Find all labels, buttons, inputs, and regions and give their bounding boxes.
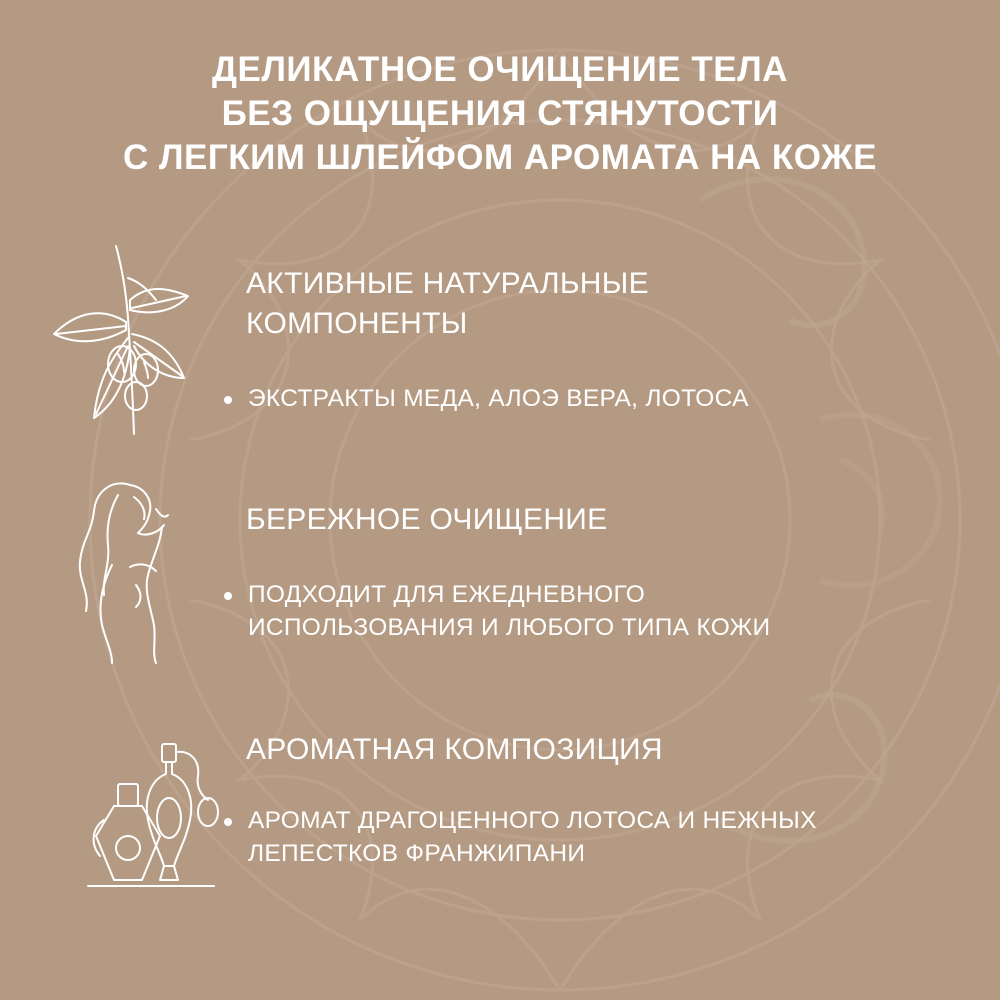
feature-bullet-line: ЭКСТРАКТЫ МЕДА, АЛОЭ ВЕРА, ЛОТОСА: [248, 385, 749, 412]
feature-bullet-line: ИСПОЛЬЗОВАНИЯ И ЛЮБОГО ТИПА КОЖИ: [248, 614, 771, 641]
plant-branch-icon: [48, 238, 208, 438]
bullet-dot: [224, 396, 232, 404]
headline-line: БЕЗ ОЩУЩЕНИЯ СТЯНУТОСТИ: [221, 94, 779, 133]
bullet-dot: [224, 592, 232, 600]
feature-gentle-cleansing: [0, 470, 1000, 670]
feature-title-line: КОМПОНЕНТЫ: [246, 307, 468, 340]
feature-bullet-line: АРОМАТ ДРАГОЦЕННОГО ЛОТОСА И НЕЖНЫХ: [248, 807, 817, 834]
headline: [0, 48, 1000, 180]
perfume-bottles-icon: [80, 740, 220, 890]
bullet-dot: [224, 818, 232, 826]
feature-aromatic-composition: [0, 730, 1000, 900]
woman-silhouette-icon: [72, 475, 182, 665]
feature-bullet-line: ЛЕПЕСТКОВ ФРАНЖИПАНИ: [248, 840, 586, 867]
feature-title: [246, 264, 649, 344]
headline-line: ДЕЛИКАТНОЕ ОЧИЩЕНИЕ ТЕЛА: [212, 50, 788, 89]
headline-line: С ЛЕГКИМ ШЛЕЙФОМ АРОМАТА НА КОЖЕ: [123, 138, 877, 177]
feature-title-line: АРОМАТНАЯ КОМПОЗИЦИЯ: [246, 733, 663, 766]
feature-bullet-line: ПОДХОДИТ ДЛЯ ЕЖЕДНЕВНОГО: [248, 581, 646, 608]
feature-title-line: БЕРЕЖНОЕ ОЧИЩЕНИЕ: [246, 503, 608, 536]
feature-title-line: АКТИВНЫЕ НАТУРАЛЬНЫЕ: [246, 267, 649, 300]
feature-title: [246, 500, 607, 540]
feature-title: [246, 730, 663, 770]
feature-natural-components: [0, 230, 1000, 440]
